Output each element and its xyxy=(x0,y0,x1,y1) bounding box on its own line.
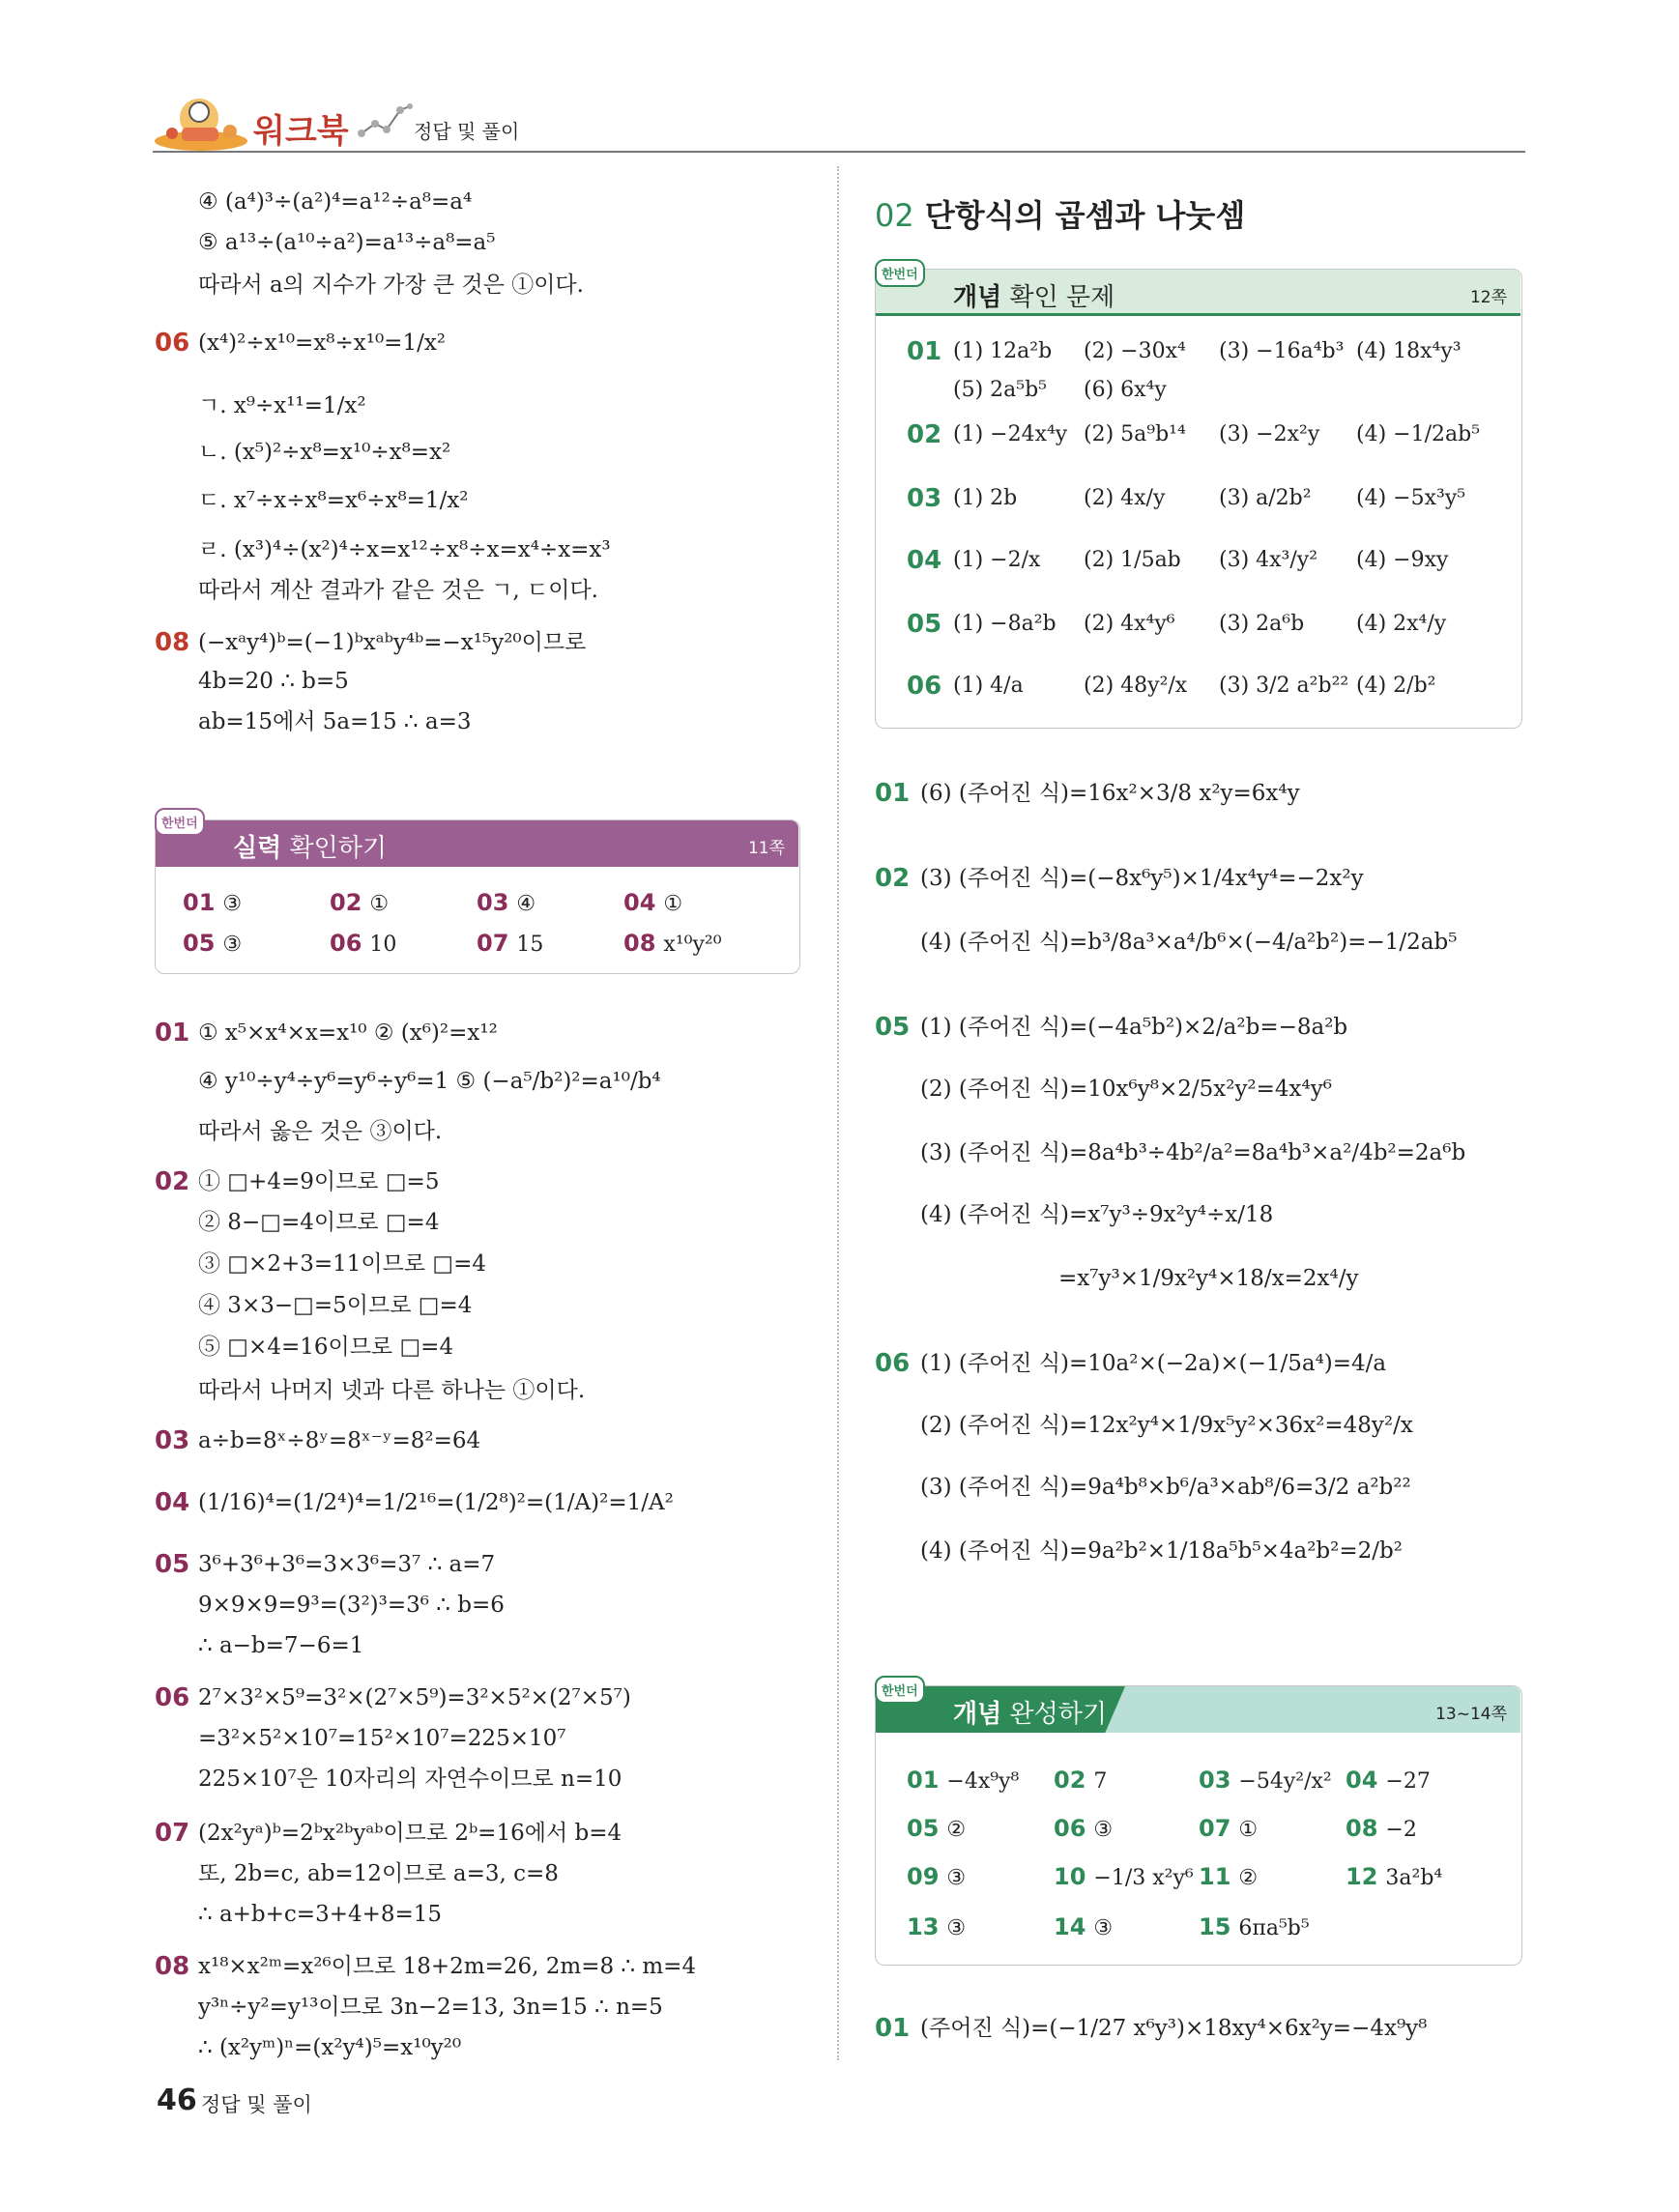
solution-line: ① x⁵×x⁴×x=x¹⁰ ② (x⁶)²=x¹² xyxy=(198,1020,498,1046)
answer-item: 04 ① xyxy=(623,889,683,916)
question-number: 06 xyxy=(155,329,190,358)
concept-check-box xyxy=(875,269,1522,729)
answer-item: 15 6πa⁵b⁵ xyxy=(1199,1913,1310,1940)
answer-cell: (3) −16a⁴b³ xyxy=(1219,339,1345,363)
solution-line: ∴ a−b=7−6=1 xyxy=(198,1633,364,1658)
solution-line: (3) (주어진 식)=8a⁴b³÷4b²/a²=8a⁴b³×a²/4b²=2a⁶b xyxy=(920,1140,1466,1165)
solution-line: 4b=20 ∴ b=5 xyxy=(198,669,349,694)
section-number: 02 xyxy=(875,197,914,234)
answer-item: 01 −4x⁹y⁸ xyxy=(907,1767,1020,1794)
solution-line: ② 8−□=4이므로 □=4 xyxy=(198,1210,440,1235)
answer-cell: (3) a/2b² xyxy=(1219,486,1312,510)
answer-item: 09 ③ xyxy=(907,1863,967,1890)
question-number: 05 xyxy=(875,1013,911,1042)
question-number: 06 xyxy=(875,1349,911,1378)
solution-line: (1) (주어진 식)=10a²×(−2a)×(−1/5a⁴)=4/a xyxy=(920,1351,1387,1376)
answer-cell: (4) 2/b² xyxy=(1356,674,1436,698)
solution-line: =3²×5²×10⁷=15²×10⁷=225×10⁷ xyxy=(198,1726,566,1751)
question-number: 02 xyxy=(907,420,942,449)
header-brand: 워크북 xyxy=(253,112,349,151)
left-top-line: ④ (a⁴)³÷(a²)⁴=a¹²÷a⁸=a⁴ xyxy=(198,189,473,215)
answer-cell: (4) 18x⁴y³ xyxy=(1356,339,1462,363)
question-number: 01 xyxy=(875,779,911,808)
solution-line: ④ 3×3−□=5이므로 □=4 xyxy=(198,1293,473,1318)
solution-line: ㄱ. x⁹÷x¹¹=1/x² xyxy=(198,393,366,418)
page-number: 46 xyxy=(157,2083,197,2117)
solution-line: 따라서 옳은 것은 ③이다. xyxy=(198,1119,443,1144)
solution-line: (3) (주어진 식)=(−8x⁶y⁵)×1/4x⁴y⁴=−2x²y xyxy=(920,866,1364,891)
solution-line: (주어진 식)=(−1/27 x⁶y³)×18xy⁴×6x²y=−4x⁹y⁸ xyxy=(920,2016,1428,2041)
question-number: 07 xyxy=(155,1819,190,1848)
solution-line: (4) (주어진 식)=b³/8a³×a⁴/b⁶×(−4/a²b²)=−1/2ab⁵ xyxy=(920,930,1458,955)
question-number: 01 xyxy=(155,1019,190,1048)
solution-line: (2) (주어진 식)=10x⁶y⁸×2/5x²y²=4x⁴y⁶ xyxy=(920,1077,1332,1102)
question-number: 01 xyxy=(875,2014,911,2043)
box-title-rest: 확인하기 xyxy=(289,834,387,863)
answer-item: 06 10 xyxy=(330,930,397,957)
answer-cell: (4) 2x⁴/y xyxy=(1356,612,1447,636)
answer-item: 10 −1/3 x²y⁶ xyxy=(1054,1863,1194,1890)
answer-cell: (4) −1/2ab⁵ xyxy=(1356,422,1481,446)
section-title-text: 단항식의 곱셈과 나눗셈 xyxy=(924,197,1246,234)
answer-cell: (2) 5a⁹b¹⁴ xyxy=(1084,422,1186,446)
concept-complete-bar xyxy=(876,1686,1520,1733)
solution-line: 9×9×9=9³=(3²)³=3⁶ ∴ b=6 xyxy=(198,1593,505,1618)
answer-item: 05 ③ xyxy=(183,930,243,957)
solution-line: 또, 2b=c, ab=12이므로 a=3, c=8 xyxy=(198,1861,559,1886)
answer-cell: (2) 48y²/x xyxy=(1084,674,1188,698)
solution-line: ab=15에서 5a=15 ∴ a=3 xyxy=(198,709,472,734)
concept-check-bar xyxy=(876,270,1520,316)
solution-line: ③ □×2+3=11이므로 □=4 xyxy=(198,1251,486,1277)
box-tag: 한번더 xyxy=(875,259,925,287)
question-number: 04 xyxy=(907,546,942,575)
answer-cell: (1) 4/a xyxy=(953,674,1024,698)
answer-item: 14 ③ xyxy=(1054,1913,1114,1940)
question-number: 06 xyxy=(155,1683,190,1712)
answer-cell: (1) −2/x xyxy=(953,548,1041,572)
solution-line: 225×10⁷은 10자리의 자연수이므로 n=10 xyxy=(198,1767,622,1792)
question-number: 08 xyxy=(155,1952,190,1981)
question-number: 02 xyxy=(155,1167,190,1196)
answer-item: 07 15 xyxy=(477,930,544,957)
solution-line: (1/16)⁴=(1/2⁴)⁴=1/2¹⁶=(1/2⁸)²=(1/A)²=1/A² xyxy=(198,1490,674,1515)
header-rule xyxy=(153,151,1525,153)
question-number: 03 xyxy=(155,1426,190,1455)
solution-line: ∴ a+b+c=3+4+8=15 xyxy=(198,1902,443,1927)
solution-line: a÷b=8ˣ÷8ʸ=8ˣ⁻ʸ=8²=64 xyxy=(198,1428,481,1453)
answer-cell: (1) 2b xyxy=(953,486,1018,510)
box-page-ref: 11쪽 xyxy=(747,839,785,858)
column-divider xyxy=(837,166,839,2060)
question-number: 08 xyxy=(155,628,190,657)
concept-complete-box xyxy=(875,1685,1522,1966)
answer-cell: (4) −5x³y⁵ xyxy=(1356,486,1466,510)
answer-cell: (2) 4x/y xyxy=(1084,486,1166,510)
answer-item: 08 −2 xyxy=(1346,1815,1417,1842)
solution-line: (2x²yᵃ)ᵇ=2ᵇx²ᵇyᵃᵇ이므로 2ᵇ=16에서 b=4 xyxy=(198,1821,622,1846)
box-title-bold: 실력 xyxy=(233,834,282,863)
solution-line: (4) (주어진 식)=x⁷y³÷9x²y⁴÷x/18 xyxy=(920,1202,1274,1227)
answer-item: 08 x¹⁰y²⁰ xyxy=(623,930,722,957)
answer-cell: (1) −8a²b xyxy=(953,612,1057,636)
box-tag: 한번더 xyxy=(875,1676,925,1704)
box-title-rest: 확인 문제 xyxy=(1009,283,1115,312)
answer-item: 06 ③ xyxy=(1054,1815,1114,1842)
solution-line: (x⁴)²÷x¹⁰=x⁸÷x¹⁰=1/x² xyxy=(198,330,447,356)
answer-item: 13 ③ xyxy=(907,1913,967,1940)
answer-cell: (3) 4x³/y² xyxy=(1219,548,1318,572)
answer-cell: (2) 1/5ab xyxy=(1084,548,1181,572)
answer-cell: (2) 4x⁴y⁶ xyxy=(1084,612,1175,636)
answer-item: 12 3a²b⁴ xyxy=(1346,1863,1443,1890)
question-number: 06 xyxy=(907,672,942,701)
question-number: 04 xyxy=(155,1488,190,1517)
answer-cell: (1) 12a²b xyxy=(953,339,1053,363)
left-top-line: ⑤ a¹³÷(a¹⁰÷a²)=a¹³÷a⁸=a⁵ xyxy=(198,230,496,255)
answer-item: 03 ④ xyxy=(477,889,536,916)
solution-line: 따라서 계산 결과가 같은 것은 ㄱ, ㄷ이다. xyxy=(198,578,598,603)
question-number: 05 xyxy=(155,1550,190,1579)
answer-cell: (1) −24x⁴y xyxy=(953,422,1068,446)
solution-line: (6) (주어진 식)=16x²×3/8 x²y=6x⁴y xyxy=(920,781,1300,806)
skill-check-box xyxy=(155,819,800,974)
answer-cell: (2) −30x⁴ xyxy=(1084,339,1186,363)
header-subtitle: 정답 및 풀이 xyxy=(414,120,520,143)
answer-item: 03 −54y²/x² xyxy=(1199,1767,1332,1794)
answer-cell: (3) −2x²y xyxy=(1219,422,1320,446)
solution-line: ㄷ. x⁷÷x÷x⁸=x⁶÷x⁸=1/x² xyxy=(198,488,469,513)
answer-cell: (6) 6x⁴y xyxy=(1084,378,1167,402)
solution-line: y³ⁿ÷y²=y¹³이므로 3n−2=13, 3n=15 ∴ n=5 xyxy=(198,1995,663,2020)
box-page-ref: 13~14쪽 xyxy=(1435,1705,1507,1724)
answer-cell: (3) 2a⁶b xyxy=(1219,612,1305,636)
section-title xyxy=(875,191,1245,236)
solution-line: x¹⁸×x²ᵐ=x²⁶이므로 18+2m=26, 2m=8 ∴ m=4 xyxy=(198,1954,697,1979)
solution-line: ① □+4=9이므로 □=5 xyxy=(198,1169,440,1194)
answer-item: 04 −27 xyxy=(1346,1767,1431,1794)
solution-line: (4) (주어진 식)=9a²b²×1/18a⁵b⁵×4a²b²=2/b² xyxy=(920,1538,1403,1564)
box-title-bold: 개념 xyxy=(953,1700,1002,1729)
question-number: 03 xyxy=(907,484,942,513)
box-page-ref: 12쪽 xyxy=(1469,288,1507,307)
solution-line: ∴ (x²yᵐ)ⁿ=(x²y⁴)⁵=x¹⁰y²⁰ xyxy=(198,2035,462,2060)
solution-line: 2⁷×3²×5⁹=3²×(2⁷×5⁹)=3²×5²×(2⁷×5⁷) xyxy=(198,1685,631,1710)
solution-line: (−xᵃy⁴)ᵇ=(−1)ᵇxᵃᵇy⁴ᵇ=−x¹⁵y²⁰이므로 xyxy=(198,630,587,655)
answer-item: 02 ① xyxy=(330,889,390,916)
question-number: 02 xyxy=(875,864,911,893)
box-title-bold: 개념 xyxy=(953,283,1002,312)
solution-line: (3) (주어진 식)=9a⁴b⁸×b⁶/a³×ab⁸/6=3/2 a²b²² xyxy=(920,1475,1411,1500)
header-logo-graphic xyxy=(153,89,249,151)
solution-line: (1) (주어진 식)=(−4a⁵b²)×2/a²b=−8a²b xyxy=(920,1015,1348,1040)
solution-line: =x⁷y³×1/9x²y⁴×18/x=2x⁴/y xyxy=(1058,1266,1359,1291)
question-number: 01 xyxy=(907,337,942,366)
constellation-icon xyxy=(358,101,414,141)
solution-line: (2) (주어진 식)=12x²y⁴×1/9x⁵y²×36x²=48y²/x xyxy=(920,1413,1413,1438)
skill-check-bar xyxy=(156,820,798,867)
solution-line: ㄴ. (x⁵)²÷x⁸=x¹⁰÷x⁸=x² xyxy=(198,440,451,465)
box-tag: 한번더 xyxy=(155,808,205,836)
footer-label: 정답 및 풀이 xyxy=(201,2093,312,2116)
solution-line: 따라서 나머지 넷과 다른 하나는 ①이다. xyxy=(198,1378,586,1403)
answer-item: 01 ③ xyxy=(183,889,243,916)
answer-item: 05 ② xyxy=(907,1815,967,1842)
answer-cell: (3) 3/2 a²b²² xyxy=(1219,674,1349,698)
left-top-line: 따라서 a의 지수가 가장 큰 것은 ①이다. xyxy=(198,273,584,298)
answer-item: 11 ② xyxy=(1199,1863,1259,1890)
box-title-rest: 완성하기 xyxy=(1009,1700,1107,1729)
question-number: 05 xyxy=(907,610,942,639)
solution-line: ④ y¹⁰÷y⁴÷y⁶=y⁶÷y⁶=1 ⑤ (−a⁵/b²)²=a¹⁰/b⁴ xyxy=(198,1069,661,1094)
solution-line: ⑤ □×4=16이므로 □=4 xyxy=(198,1335,454,1360)
answer-item: 02 7 xyxy=(1054,1767,1108,1794)
answer-cell: (5) 2a⁵b⁵ xyxy=(953,378,1047,402)
answer-item: 07 ① xyxy=(1199,1815,1259,1842)
answer-cell: (4) −9xy xyxy=(1356,548,1449,572)
solution-line: 3⁶+3⁶+3⁶=3×3⁶=3⁷ ∴ a=7 xyxy=(198,1552,496,1577)
solution-line: ㄹ. (x³)⁴÷(x²)⁴÷x=x¹²÷x⁸÷x=x⁴÷x=x³ xyxy=(198,537,611,562)
